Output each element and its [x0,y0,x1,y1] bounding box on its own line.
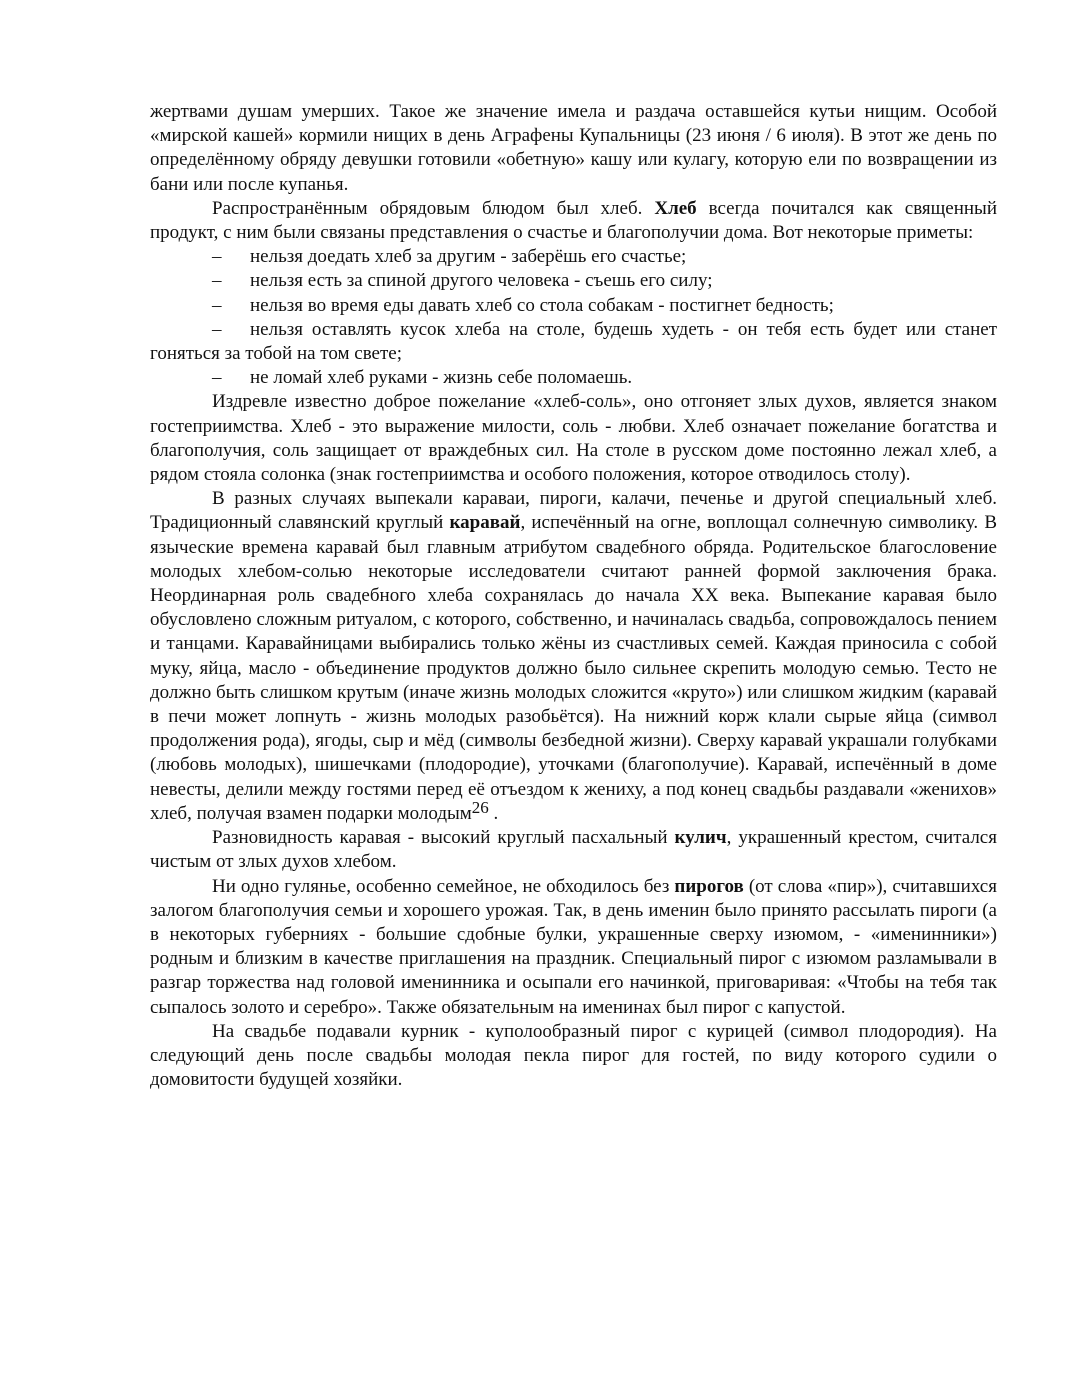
list-item-text: нельзя есть за спиной другого человека - съешь его силу; [250,270,713,292]
paragraph-kulich-start: Разновидность каравая - высокий круглый пасхальный [212,827,675,849]
list-dash: – [212,246,222,268]
omens-list [150,245,997,390]
list-item [150,245,997,269]
footnote-reference: 26 [471,797,489,817]
list-dash: – [212,270,222,292]
list-item [150,294,997,318]
list-item-text: не ломай хлеб руками - жизнь себе поломаешь. [250,367,633,389]
paragraph-karavai-start: В разных случаях выпекали караваи, пироги, калачи, печенье и другой специальный хлеб. Традиционный славянский круглый [150,488,997,534]
list-item [150,269,997,293]
list-item [150,366,997,390]
paragraph-kutya: жертвами душам умерших. Такое же значение имела и раздача оставшейся кутьи нищим. Особой «мирской кашей» кормили нищих в день Аграфены Купальницы (23 июня / 6 июля). В этот же день по определённому обряду девушки готовили «обетную» кашу или кулагу, которую ели по возвращении из бани или после купанья. [150,101,997,195]
term-khleb: Хлеб [654,197,697,219]
list-item-text: нельзя оставлять кусок хлеба на столе, будешь худеть - он тебя есть будет или станет гоняться за тобой на том свете; [150,318,997,365]
list-item-text: нельзя доедать хлеб за другим - заберёшь его счастье; [250,246,687,268]
list-item-text: нельзя во время еды давать хлеб со стола собакам - постигнет бедность; [250,294,834,316]
paragraph-bread-salt: Издревле известно доброе пожелание «хлеб-соль», оно отгоняет злых духов, является знаком гостеприимства. Хлеб - это выражение милости, соль - любви. Хлеб означает пожелание богатства и благополучия, соль защищает от враждебных сил. На столе в русском доме постоянно лежал хлеб, а рядом стояла солонка (знак гостеприимства и особого положения, которое отводилось столу). [150,391,997,486]
paragraph-pirogi [150,875,997,1020]
term-pirogi: пирогов [674,875,744,897]
document-page [150,100,997,1092]
paragraph-pirogi-start: Ни одно гулянье, особенно семейное, не обходилось без [212,875,675,897]
paragraph-karavai-body: , испечённый на огне, воплощал солнечную символику. В языческие времена каравай был главным атрибутом свадебного обряда. Родительское благословение молодых хлебом-солью некоторые исследователи считают ранней формой заключения брака. Неординарная роль свадебного хлеба сохранялась до начала XX века. Выпекание каравая было обусловлено сложным ритуалом, с которого, собственно, и начиналась свадьба, сопровождалось пением и танцами. Каравайницами выбирались только жёны из счастливых семей. Каждая приносила с собой муку, яйца, масло - объединение продуктов должно было сильнее скрепить молодую семью. Тесто не должно быть слишком крутым (иначе жизнь молодых сложится «круто») или слишком жидким (каравай в печи может лопнуть - жизнь молодых разобьётся). На нижний корж клали сырые яйца (символ продолжения рода), ягоды, сыр и мёд (символы безбедной жизни). Сверху каравай украшали голубками (любовь молодых), шишечками (плодородие), уточками (благополучие). Каравай, испечённый в доме невесты, делили между гостями перед её отъездом к жениху, а под конец свадьбы раздавали «женихов» хлеб, получая взамен подарки молодым [150,512,997,824]
paragraph-kulich-end: , украшенный крестом, считался чистым от злых духов хлебом. [150,827,997,873]
paragraph-bread-intro-end: всегда почитался как священный продукт, с ним были связаны представления о счастье и благополучии дома. Вот некоторые приметы: [150,197,997,244]
paragraph-karavai-end: . [488,802,499,824]
paragraph-kulich [150,826,997,874]
paragraph-bread-intro [150,197,997,245]
list-dash: – [212,318,222,340]
term-karavai: каравай [449,512,521,534]
list-dash: – [212,367,222,389]
paragraph-kurnik: На свадьбе подавали курник - куполообразный пирог с курицей (символ плодородия). На следующий день после свадьбы молодая пекла пирог для гостей, по виду которого судили о домовитости будущей хозяйки. [150,1020,997,1091]
paragraph-bread-intro-start: Распространённым обрядовым блюдом был хлеб. [212,197,655,219]
paragraph-pirogi-end: (от слова «пир»), считавшихся залогом благополучия семьи и хорошего урожая. Так, в день именин было принято рассылать пироги (а в некоторых губерниях - большие сдобные булки, украшенные сверху изюмом, - «именинники») родным и близким в качестве приглашения на праздник. Специальный пирог с изюмом разламывали в разгар торжества над головой именинника и осыпали его начинкой, приговаривая: «Чтобы на тебя так сыпалось золото и серебро». Также обязательным на именинах был пирог с капустой. [150,875,997,1018]
term-kulich: кулич [674,827,727,849]
list-item [150,318,997,366]
list-dash: – [212,294,222,316]
paragraph-karavai [150,487,997,826]
